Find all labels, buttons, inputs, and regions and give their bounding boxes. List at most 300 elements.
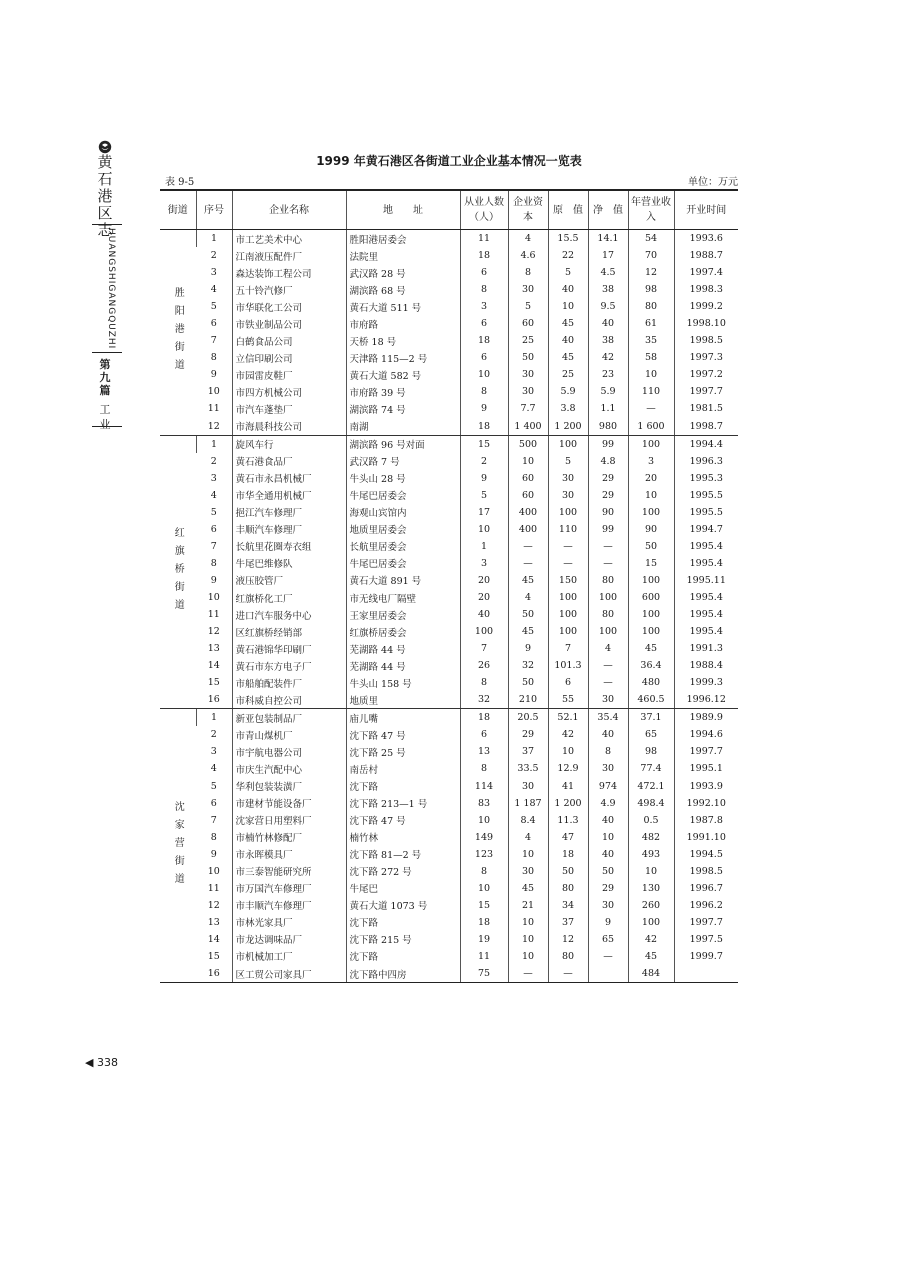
cell-capital: 33.5	[508, 760, 548, 777]
cell-no: 2	[210, 729, 217, 741]
cell-original-value: 11.3	[548, 812, 588, 829]
cell-name: 市海晨科技公司	[232, 418, 346, 436]
table-row	[160, 709, 738, 727]
cell-revenue: 100	[628, 572, 674, 589]
cell-no: 11	[207, 609, 220, 621]
cell-staff: 3	[460, 555, 508, 572]
cell-staff: 18	[460, 418, 508, 436]
cell-name: 红旗桥化工厂	[232, 589, 346, 606]
cell-net-value: 80	[588, 572, 628, 589]
cell-open-date: 1995.5	[674, 487, 738, 504]
cell-address: 沈下路 47 号	[346, 812, 460, 829]
table-row	[160, 453, 738, 470]
cell-original-value: 6	[548, 674, 588, 691]
cell-name: 市楠竹林修配厂	[232, 829, 346, 846]
cell-name: 液压胶管厂	[232, 572, 346, 589]
section-label: 工业	[99, 403, 111, 431]
cell-name: 白鹤食品公司	[232, 332, 346, 349]
cell-revenue: 77.4	[628, 760, 674, 777]
cell-address: 楠竹林	[346, 829, 460, 846]
cell-original-value: 3.8	[548, 400, 588, 417]
cell-staff: 114	[460, 778, 508, 795]
cell-staff: 1	[460, 538, 508, 555]
cell-capital: 9	[508, 640, 548, 657]
cell-open-date: 1999.7	[674, 948, 738, 965]
cell-name: 市园雷皮鞋厂	[232, 366, 346, 383]
cell-address: 黄石大道 1073 号	[346, 897, 460, 914]
cell-staff: 10	[460, 366, 508, 383]
cell-capital: 400	[508, 521, 548, 538]
cell-name: 新亚包装制品厂	[232, 709, 346, 727]
cell-original-value: 100	[548, 504, 588, 521]
cell-open-date: 1991.3	[674, 640, 738, 657]
cell-original-value: 41	[548, 778, 588, 795]
cell-name: 市科威自控公司	[232, 691, 346, 709]
book-title-pinyin: HUANGSHIGANGQUZHI	[106, 228, 116, 350]
cell-revenue: 130	[628, 880, 674, 897]
cell-address: 地质里居委会	[346, 521, 460, 538]
cell-address: 市府路 39 号	[346, 383, 460, 400]
table-row	[160, 846, 738, 863]
cell-open-date: 1997.2	[674, 366, 738, 383]
cell-revenue: 12	[628, 264, 674, 281]
table-row	[160, 778, 738, 795]
table-row	[160, 931, 738, 948]
cell-original-value: 45	[548, 349, 588, 366]
cell-open-date: 1997.7	[674, 743, 738, 760]
cell-name: 旋风车行	[232, 435, 346, 453]
cell-address: 黄石大道 511 号	[346, 298, 460, 315]
table-row	[160, 315, 738, 332]
cell-no: 2	[210, 455, 217, 467]
cell-original-value: 10	[548, 743, 588, 760]
cell-original-value: 18	[548, 846, 588, 863]
chapter-label: 第九篇	[99, 358, 111, 397]
cell-net-value: 17	[588, 247, 628, 264]
page-number-value: 338	[96, 1056, 118, 1069]
cell-address: 天津路 115—2 号	[346, 349, 460, 366]
cell-staff: 7	[460, 640, 508, 657]
table-row	[160, 795, 738, 812]
cell-original-value: 100	[548, 623, 588, 640]
table-row	[160, 349, 738, 366]
cell-net-value: 980	[588, 418, 628, 436]
cell-name: 立信印刷公司	[232, 349, 346, 366]
cell-revenue: 36.4	[628, 657, 674, 674]
cell-no: 1	[196, 435, 232, 453]
cell-address: 湖滨路 68 号	[346, 281, 460, 298]
cell-staff: 26	[460, 657, 508, 674]
cell-net-value: 100	[588, 623, 628, 640]
cell-name: 黄石市东方电子厂	[232, 657, 346, 674]
cell-name: 市庆生汽配中心	[232, 760, 346, 777]
table-row	[160, 760, 738, 777]
cell-net-value: 4.9	[588, 795, 628, 812]
cell-name: 进口汽车服务中心	[232, 606, 346, 623]
cell-no: 2	[210, 250, 217, 262]
cell-name: 市青山煤机厂	[232, 726, 346, 743]
cell-net-value: 29	[588, 470, 628, 487]
cell-original-value: 100	[548, 606, 588, 623]
table-unit: 单位：万元	[688, 177, 738, 188]
cell-original-value: 150	[548, 572, 588, 589]
cell-net-value: —	[588, 538, 628, 555]
cell-open-date: 1994.7	[674, 521, 738, 538]
table-row	[160, 691, 738, 709]
cell-original-value: 40	[548, 281, 588, 298]
street-name-cell: 沈家营街道	[160, 709, 196, 983]
cell-staff: 10	[460, 521, 508, 538]
table-body	[160, 230, 738, 983]
cell-capital: 25	[508, 332, 548, 349]
cell-address: 黄石大道 891 号	[346, 572, 460, 589]
cell-name: 黄石港锦华印刷厂	[232, 640, 346, 657]
cell-revenue: 54	[628, 230, 674, 248]
cell-capital: 45	[508, 623, 548, 640]
cell-capital: 8	[508, 264, 548, 281]
cell-original-value: 25	[548, 366, 588, 383]
cell-capital: 10	[508, 931, 548, 948]
cell-capital: 60	[508, 470, 548, 487]
cell-original-value: 22	[548, 247, 588, 264]
table-row	[160, 435, 738, 453]
cell-no: 12	[196, 418, 232, 436]
enterprise-table	[160, 189, 738, 983]
table-header-row	[160, 190, 738, 230]
cell-no: 8	[210, 831, 217, 843]
cell-open-date: 1997.7	[674, 914, 738, 931]
cell-revenue: 484	[628, 965, 674, 983]
cell-address: 武汉路 7 号	[346, 453, 460, 470]
cell-name: 市宇航电器公司	[232, 743, 346, 760]
sidebar-divider	[92, 426, 122, 427]
cell-address: 芜湖路 44 号	[346, 657, 460, 674]
cell-capital: 5	[508, 298, 548, 315]
table-row	[160, 606, 738, 623]
cell-original-value: 42	[548, 726, 588, 743]
page-number	[85, 1056, 118, 1069]
cell-address: 沈下路 47 号	[346, 726, 460, 743]
cell-revenue: 80	[628, 298, 674, 315]
cell-revenue: 65	[628, 726, 674, 743]
cell-open-date: 1996.2	[674, 897, 738, 914]
cell-name: 华利包装装潢厂	[232, 778, 346, 795]
cell-net-value: —	[588, 657, 628, 674]
cell-capital: 29	[508, 726, 548, 743]
cell-no: 4	[210, 489, 217, 501]
cell-net-value: 40	[588, 315, 628, 332]
cell-name: 市永晖模具厂	[232, 846, 346, 863]
cell-open-date: 1997.4	[674, 264, 738, 281]
cell-revenue: 58	[628, 349, 674, 366]
cell-capital: 21	[508, 897, 548, 914]
cell-open-date: 1999.2	[674, 298, 738, 315]
table-row	[160, 623, 738, 640]
header-address: 地 址	[346, 190, 460, 230]
cell-open-date: 1993.6	[674, 230, 738, 248]
cell-capital: —	[508, 555, 548, 572]
cell-revenue: 482	[628, 829, 674, 846]
cell-net-value: 99	[588, 435, 628, 453]
cell-staff: 13	[460, 743, 508, 760]
sidebar-divider	[92, 224, 122, 225]
cell-staff: 17	[460, 504, 508, 521]
cell-revenue: 472.1	[628, 778, 674, 795]
cell-revenue: —	[628, 400, 674, 417]
cell-capital: —	[508, 965, 548, 983]
cell-name: 市龙达调味品厂	[232, 931, 346, 948]
cell-staff: 18	[460, 332, 508, 349]
cell-address: 武汉路 28 号	[346, 264, 460, 281]
cell-original-value: 110	[548, 521, 588, 538]
table-row	[160, 418, 738, 436]
book-sidebar	[92, 140, 124, 430]
header-street: 街道	[160, 190, 196, 230]
cell-open-date: 1996.7	[674, 880, 738, 897]
cell-original-value: 37	[548, 914, 588, 931]
cell-staff: 8	[460, 674, 508, 691]
cell-no: 5	[210, 780, 217, 792]
cell-no: 5	[210, 301, 217, 313]
cell-address: 王家里居委会	[346, 606, 460, 623]
cell-staff: 6	[460, 726, 508, 743]
cell-net-value: 38	[588, 332, 628, 349]
cell-revenue: 98	[628, 743, 674, 760]
book-logo-icon	[98, 140, 112, 154]
cell-open-date: 1998.5	[674, 863, 738, 880]
cell-staff: 123	[460, 846, 508, 863]
cell-original-value: 5	[548, 453, 588, 470]
cell-revenue: 100	[628, 914, 674, 931]
table-row	[160, 863, 738, 880]
cell-name: 市四方机械公司	[232, 383, 346, 400]
cell-staff: 83	[460, 795, 508, 812]
table-row	[160, 487, 738, 504]
cell-address: 沈下路	[346, 914, 460, 931]
cell-original-value: 12	[548, 931, 588, 948]
cell-staff: 20	[460, 572, 508, 589]
cell-capital: 30	[508, 778, 548, 795]
cell-staff: 15	[460, 435, 508, 453]
cell-net-value: 23	[588, 366, 628, 383]
cell-original-value: 30	[548, 487, 588, 504]
cell-net-value: 14.1	[588, 230, 628, 248]
cell-net-value: 35.4	[588, 709, 628, 727]
cell-staff: 11	[460, 948, 508, 965]
street-name-cell: 红旗桥街道	[160, 435, 196, 709]
cell-original-value: 80	[548, 948, 588, 965]
cell-no: 8	[210, 557, 217, 569]
cell-name: 森达装饰工程公司	[232, 264, 346, 281]
cell-staff: 18	[460, 709, 508, 727]
cell-name: 市建材节能设备厂	[232, 795, 346, 812]
cell-staff: 8	[460, 760, 508, 777]
cell-staff: 2	[460, 453, 508, 470]
cell-no: 6	[210, 797, 217, 809]
cell-net-value: 99	[588, 521, 628, 538]
cell-capital: 10	[508, 453, 548, 470]
header-capital: 企业资本	[508, 190, 548, 230]
table-row	[160, 281, 738, 298]
cell-revenue: 35	[628, 332, 674, 349]
cell-no: 8	[210, 352, 217, 364]
cell-revenue: 70	[628, 247, 674, 264]
cell-address: 胜阳港居委会	[346, 230, 460, 248]
cell-name: 市工艺美术中心	[232, 230, 346, 248]
cell-original-value: —	[548, 538, 588, 555]
cell-capital: 20.5	[508, 709, 548, 727]
header-net-value: 净 值	[588, 190, 628, 230]
cell-no: 13	[207, 916, 220, 928]
cell-original-value: 47	[548, 829, 588, 846]
cell-capital: 210	[508, 691, 548, 709]
cell-staff: 8	[460, 863, 508, 880]
cell-capital: 30	[508, 383, 548, 400]
header-revenue: 年营业收入	[628, 190, 674, 230]
cell-capital: 30	[508, 863, 548, 880]
cell-open-date: 1994.5	[674, 846, 738, 863]
header-no: 序号	[196, 190, 232, 230]
table-row	[160, 726, 738, 743]
cell-no: 6	[210, 318, 217, 330]
cell-staff: 10	[460, 812, 508, 829]
header-original-value: 原 值	[548, 190, 588, 230]
cell-open-date: 1998.7	[674, 418, 738, 436]
cell-original-value: 40	[548, 332, 588, 349]
table-row	[160, 589, 738, 606]
cell-revenue: 0.5	[628, 812, 674, 829]
cell-capital: 10	[508, 846, 548, 863]
cell-open-date: 1981.5	[674, 400, 738, 417]
cell-net-value: 80	[588, 606, 628, 623]
cell-open-date: 1995.5	[674, 504, 738, 521]
table-row	[160, 572, 738, 589]
cell-revenue: 10	[628, 366, 674, 383]
cell-address: 牛头山 158 号	[346, 674, 460, 691]
cell-name: 市机械加工厂	[232, 948, 346, 965]
cell-open-date: 1995.3	[674, 470, 738, 487]
cell-address: 地质里	[346, 691, 460, 709]
cell-original-value: 12.9	[548, 760, 588, 777]
cell-original-value: 15.5	[548, 230, 588, 248]
table-row	[160, 470, 738, 487]
cell-staff: 6	[460, 349, 508, 366]
cell-net-value: 10	[588, 829, 628, 846]
cell-no: 7	[210, 540, 217, 552]
cell-capital: 10	[508, 948, 548, 965]
cell-revenue: 100	[628, 504, 674, 521]
cell-name: 长航里花圈寿衣组	[232, 538, 346, 555]
cell-no: 5	[210, 506, 217, 518]
cell-capital: 30	[508, 366, 548, 383]
cell-revenue: 3	[628, 453, 674, 470]
table-row	[160, 366, 738, 383]
street-name-cell: 胜阳港街道	[160, 230, 196, 436]
cell-name: 挹江汽车修理厂	[232, 504, 346, 521]
cell-address: 牛头山 28 号	[346, 470, 460, 487]
cell-original-value: 5.9	[548, 383, 588, 400]
cell-no: 9	[210, 848, 217, 860]
table-row	[160, 948, 738, 965]
cell-name: 市华联化工公司	[232, 298, 346, 315]
cell-original-value: 45	[548, 315, 588, 332]
cell-capital: 37	[508, 743, 548, 760]
cell-capital: 4	[508, 589, 548, 606]
cell-original-value: 80	[548, 880, 588, 897]
cell-revenue: 20	[628, 470, 674, 487]
cell-revenue: 498.4	[628, 795, 674, 812]
page-arrow-icon: ◀	[85, 1056, 97, 1069]
cell-capital: 4	[508, 230, 548, 248]
cell-open-date: 1999.3	[674, 674, 738, 691]
cell-no: 16	[196, 691, 232, 709]
cell-net-value: 90	[588, 504, 628, 521]
cell-net-value: 30	[588, 897, 628, 914]
book-title: 黄石港区志	[97, 153, 113, 239]
table-row	[160, 640, 738, 657]
cell-no: 4	[210, 763, 217, 775]
cell-no: 16	[196, 965, 232, 983]
cell-open-date: 1995.1	[674, 760, 738, 777]
cell-name: 区红旗桥经销部	[232, 623, 346, 640]
cell-staff: 6	[460, 315, 508, 332]
cell-address: 法院里	[346, 247, 460, 264]
cell-capital: 50	[508, 674, 548, 691]
sidebar-divider	[92, 352, 122, 353]
cell-net-value: 9.5	[588, 298, 628, 315]
cell-name: 牛尾巴维修队	[232, 555, 346, 572]
cell-revenue: 98	[628, 281, 674, 298]
cell-original-value: 1 200	[548, 418, 588, 436]
cell-address: 牛尾巴居委会	[346, 555, 460, 572]
cell-address: 沈下路 25 号	[346, 743, 460, 760]
cell-capital: 1 187	[508, 795, 548, 812]
cell-capital: 1 400	[508, 418, 548, 436]
cell-staff: 40	[460, 606, 508, 623]
cell-net-value	[588, 965, 628, 983]
cell-name: 丰顺汽车修理厂	[232, 521, 346, 538]
cell-address: 沈下路 213—1 号	[346, 795, 460, 812]
cell-revenue: 460.5	[628, 691, 674, 709]
cell-address: 湖滨路 96 号对面	[346, 435, 460, 453]
cell-original-value: 55	[548, 691, 588, 709]
cell-open-date: 1996.3	[674, 453, 738, 470]
cell-capital: 45	[508, 572, 548, 589]
cell-no: 1	[196, 709, 232, 727]
cell-name: 市华全通用机械厂	[232, 487, 346, 504]
cell-revenue: 15	[628, 555, 674, 572]
cell-net-value: 5.9	[588, 383, 628, 400]
table-number: 表 9-5	[165, 177, 195, 188]
header-name: 企业名称	[232, 190, 346, 230]
cell-staff: 8	[460, 383, 508, 400]
cell-no: 6	[210, 523, 217, 535]
cell-no: 7	[210, 814, 217, 826]
cell-net-value: 29	[588, 487, 628, 504]
cell-net-value: 4.5	[588, 264, 628, 281]
cell-revenue: 61	[628, 315, 674, 332]
cell-no: 11	[207, 882, 220, 894]
cell-name: 沈家营日用塑料厂	[232, 812, 346, 829]
cell-no: 12	[207, 899, 220, 911]
cell-open-date: 1996.12	[674, 691, 738, 709]
cell-original-value: 30	[548, 470, 588, 487]
table-row	[160, 332, 738, 349]
cell-no: 3	[210, 472, 217, 484]
cell-address: 海观山宾馆内	[346, 504, 460, 521]
cell-staff: 15	[460, 897, 508, 914]
cell-revenue: 600	[628, 589, 674, 606]
